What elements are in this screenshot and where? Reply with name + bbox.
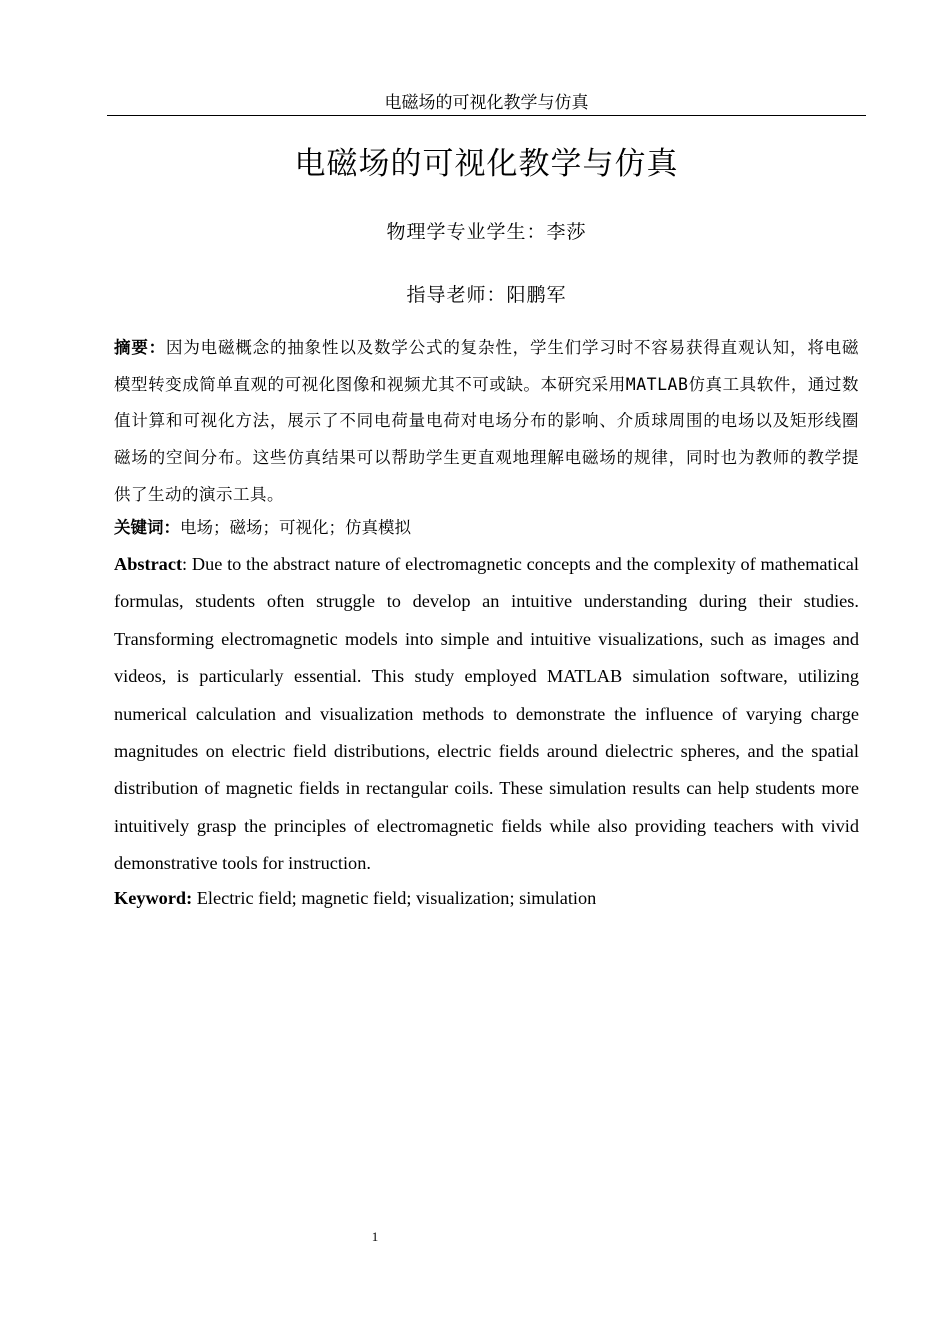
chinese-abstract	[114, 330, 859, 514]
chinese-abstract-label: 摘要：	[114, 338, 166, 357]
student-author: 物理学专业学生：李莎	[386, 221, 587, 243]
english-abstract-text: : Due to the abstract nature of electromagnetic concepts and the complexity of mathematical formulas, students often struggle to develop an intuitive understanding during their studies. Transforming electromagnetic models into simple and intuitive visualizations, such as images and videos, is particularly essential. This study employed MATLAB simulation software, utilizing numerical calculation and visualization methods to demonstrate the influence of varying charge magnitudes on electric field distributions, electric fields around dielectric spheres, and the spatial distribution of magnetic fields in rectangular coils. These simulation results can help students more intuitively grasp the principles of electromagnetic fields while also providing teachers with vivid demonstrative tools for instruction.	[114, 554, 859, 874]
english-keywords-label: Keyword:	[114, 888, 193, 908]
page-title: 电磁场的可视化教学与仿真	[294, 146, 679, 182]
chinese-keywords-text: 电场；磁场；可视化；仿真模拟	[180, 518, 411, 537]
header-divider	[107, 115, 866, 116]
english-abstract	[114, 546, 859, 883]
chinese-keywords	[114, 512, 859, 544]
chinese-keywords-label: 关键词：	[114, 518, 180, 537]
chinese-abstract-text: 因为电磁概念的抽象性以及数学公式的复杂性，学生们学习时不容易获得直观认知，将电磁模型转变成简单直观的可视化图像和视频尤其不可或缺。本研究采用MATLAB仿真工具软件，通过数值计算和可视化方法，展示了不同电荷量电荷对电场分布的影响、介质球周围的电场以及矩形线圈磁场的空间分布。这些仿真结果可以帮助学生更直观地理解电磁场的规律，同时也为教师的教学提供了生动的演示工具。	[114, 338, 859, 504]
english-keywords-text: Electric field; magnetic field; visualization; simulation	[192, 888, 597, 908]
english-abstract-label: Abstract	[114, 554, 183, 574]
advisor-name: 指导老师：阳鹏军	[406, 284, 567, 306]
english-keywords	[114, 882, 859, 914]
page-number: 1	[371, 1229, 379, 1244]
running-header: 电磁场的可视化教学与仿真	[384, 93, 589, 112]
